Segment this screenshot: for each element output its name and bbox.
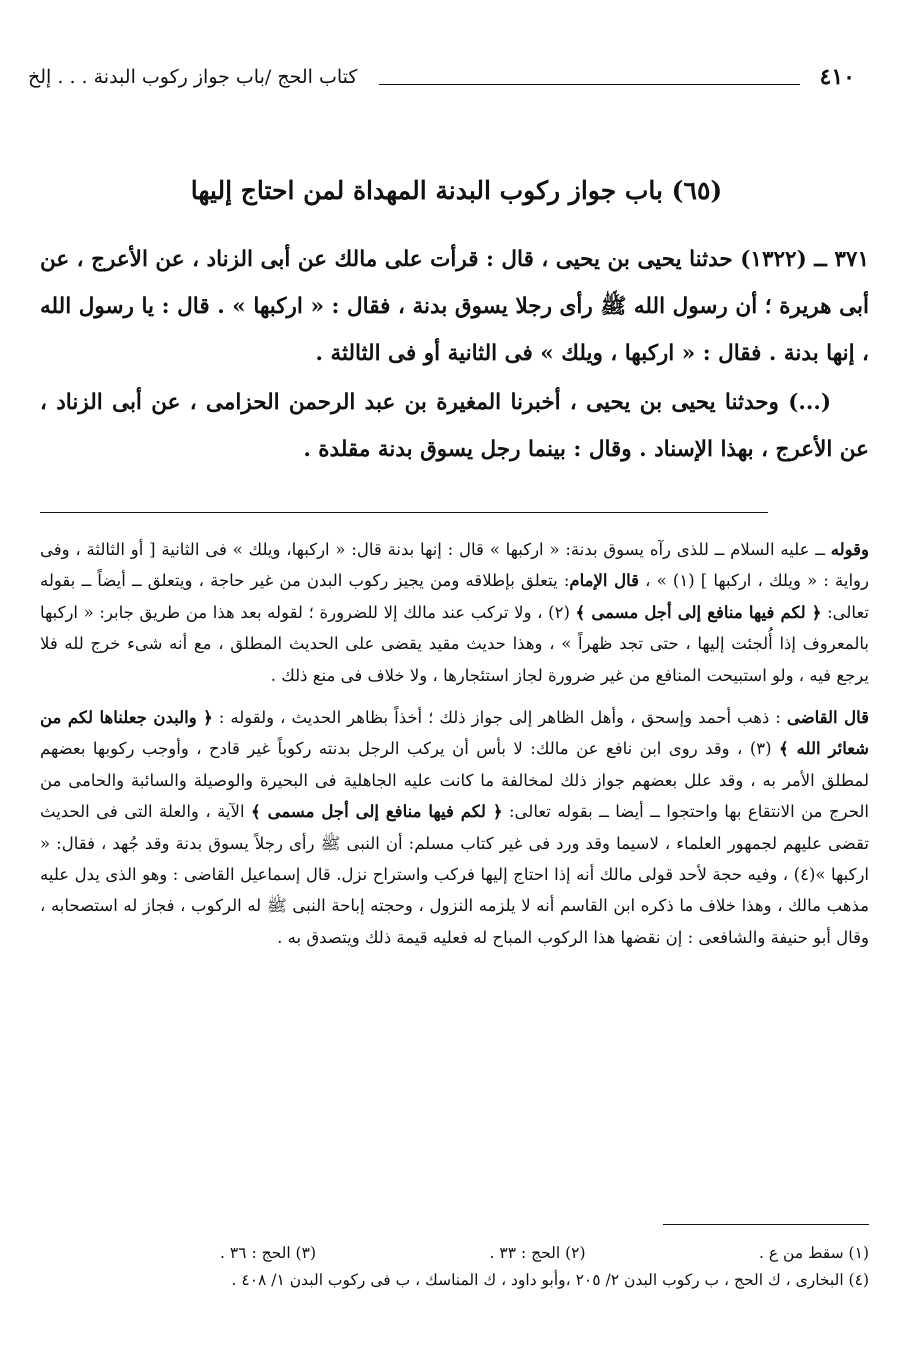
page-number: ٤١٠ [819,64,855,90]
quran-verse: ﴿ لكم فيها منافع إلى أجل مسمى ﴾ [575,602,822,622]
commentary-text: : يتعلق بإطلاقه ومن يجيز ركوب البدن من غير حاجة ، ويتعلق ــ أيضاً ــ بقوله تعالى: [40,571,869,622]
commentary-text: ــ عليه السلام ــ للذى رآه يسوق بدنة: « اركبها » قال : إنها بدنة قال: « اركبها، ويلك » فى الثانية [ أو الثالثة ، وفى رواية : « ويلك ، اركبها ] (١) » ، [40,540,869,591]
commentary-text: (٣) ، وقد روى ابن نافع عن مالك: لا بأس أن يركب الرجل بدنته ركوباً غير قادح ، وأوجب ركوبها بعضهم لمطلق الأمر به ، وقد علل بعضهم جواز ذلك لمخالفة ما كانت عليه الجاهلية فى البحيرة والوصيلة والسائبة والحامى من الحرج من الانتقاع بها واحتجوا ــ أيضا ــ بقوله تعالى: [40,739,869,822]
footnote: (٤) البخارى ، ك الحج ، ب ركوب البدن ٢/ ٢٠٥ ،وأبو داود ، ك المناسك ، ب فى ركوب البدن ١/ ٤٠٨ . [231,1271,869,1289]
footnote: (٢) الحج : ٣٣ . [489,1244,586,1262]
commentary-paragraph [40,534,869,691]
paragraph-lead: قال القاضى [786,708,870,728]
header-rule [379,70,799,85]
commentary [40,534,869,953]
footnote-row [40,1267,869,1294]
hadith-paragraph: (...) وحدثنا يحيى بن يحيى ، أخبرنا المغيرة بن عبد الرحمن الحزامى ، عن أبى الزناد ، عن الأعرج ، بهذا الإسناد . وقال : بينما رجل يسوق بدنة مقلدة . [40,390,869,462]
text-separator-rule [40,512,768,513]
running-title: كتاب الحج /باب جواز ركوب البدنة . . . إلخ [28,66,358,88]
hadith-paragraph: ٣٧١ ــ (١٣٢٢) حدثنا يحيى بن يحيى ، قال : قرأت على مالك عن أبى الزناد ، عن الأعرج ، عن أبى هريرة ؛ أن رسول الله ﷺ رأى رجلا يسوق بدنة ، فقال : « اركبها » . قال : يا رسول الله ، إنها بدنة . فقال : « اركبها ، ويلك » فى الثانية أو فى الثالثة . [40,247,869,366]
commentary-paragraph [40,702,869,953]
hadith-text [40,236,869,473]
paragraph-lead: وقوله [830,540,869,559]
paragraph-lead: قال الإمام [569,571,640,591]
commentary-text: الآية ، والعلة التى فى الحديث تقضى عليهم لجمهور العلماء ، لاسيما وقد ورد فى غير كتاب مسلم: أن النبى ﷺ رأى رجلاً يسوق بدنة وقد جُهد ، فقال: « اركبها »(٤) ، وفيه حجة لأحد قولى مالك أنه إذا احتاج إليها فركب واستراح نزل. قال إسماعيل القاضى : وهو الذى يدل عليه مذهب مالك ، وهذا خلاف ما ذكره ابن القاسم أنه لا يلزمه النزول ، وحجته إباحة النبى ﷺ له الركوب ، فجاز له استصحابه ، وقال أبو حنيفة والشافعى : إن نقضها هذا الركوب المباح له فعليه قيمة ذلك ويتصدق به . [40,802,870,947]
chapter-title: (٦٥) باب جواز ركوب البدنة المهداة لمن احتاج إليها [190,176,723,205]
commentary-text: : ذهب أحمد وإسحق ، وأهل الظاهر إلى جواز ذلك ؛ أخذاً بظاهر الحديث ، ولقوله : [212,708,787,728]
footnote-rule [663,1224,869,1225]
running-header [28,62,855,92]
quran-verse: ﴿ لكم فيها منافع إلى أجل مسمى ﴾ [250,802,503,822]
quran-verse: ﴿ والبدن جعلناها لكم من شعائر الله ﴾ [40,708,870,759]
footnote-row [40,1240,869,1267]
commentary-text: (٢) ، ولا تركب عند مالك إلا للضرورة ؛ لقوله بعد هذا من طريق جابر: « اركبها بالمعروف إذا أُلجئت إليها ، حتى تجد ظهراً » ، وهذا حديث مقيد يقضى على الحديث المطلق ، مع أنه شىء خرج لله فلا يرجع فيه ، ولو استبيحت المنافع من غير ضرورة لجاز استئجارها ، ولا خلاف فى منع ذلك . [40,602,869,685]
footnote: (١) سقط من ع . [759,1244,869,1262]
footnotes [40,1240,869,1294]
footnote: (٣) الحج : ٣٦ . [220,1244,316,1262]
